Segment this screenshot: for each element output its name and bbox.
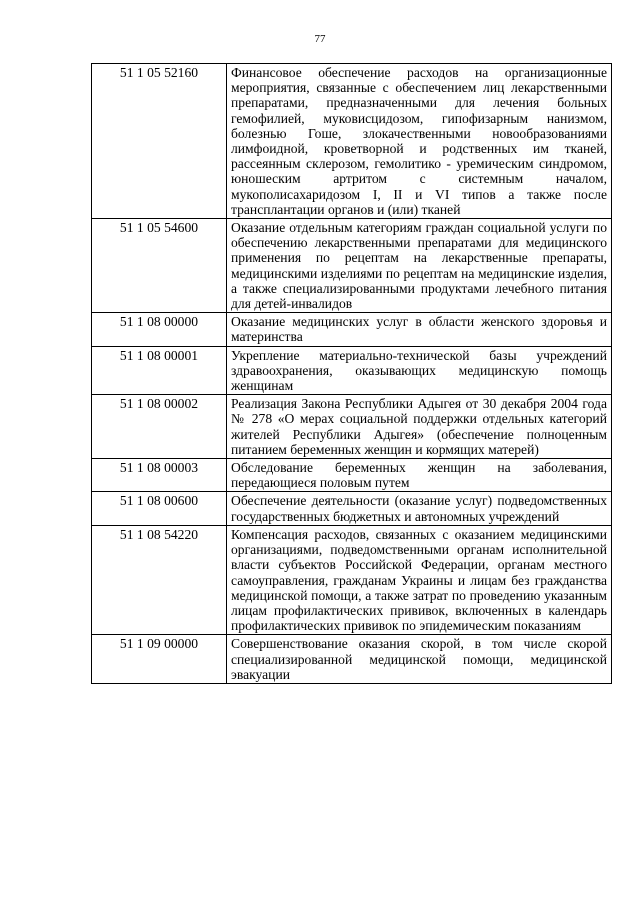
row-code: 51 1 08 54220	[92, 525, 227, 634]
row-description: Финансовое обеспечение расходов на организационные мероприятия, связанные с обеспечением лиц лекарственными препаратами, предназначенными для лечения больных гемофилией, муковисцидозом, гипофизарным нанизмом, болезнью Гоше, злокачественными новообразованиями лимфоидной, кроветворной и родственных им тканей, рассеянным склерозом, гемолитико - уремическим синдромом, юношеским артритом с системным началом, мукополисахаридозом I, II и VI типов а также после трансплантации органов и (или) тканей	[227, 64, 612, 219]
row-description: Компенсация расходов, связанных с оказанием медицинскими организациями, подведомственными органам исполнительной власти субъектов Российской Федерации, органам местного самоуправления, гражданам Украины и лицам без гражданства медицинской помощи, а также затрат по проведению указанным лицам профилактических прививок, включенных в календарь профилактических прививок по эпидемическим показаниям	[227, 525, 612, 634]
table-row	[92, 313, 612, 346]
row-description: Реализация Закона Республики Адыгея от 30 декабря 2004 года № 278 «О мерах социальной поддержки отдельных категорий жителей Республики Адыгея» (обеспечение полноценным питанием беременных женщин и кормящих матерей)	[227, 395, 612, 459]
row-description: Оказание медицинских услуг в области женского здоровья и материнства	[227, 313, 612, 346]
row-code: 51 1 09 00000	[92, 635, 227, 684]
row-code: 51 1 08 00003	[92, 459, 227, 492]
row-code: 51 1 08 00002	[92, 395, 227, 459]
row-description: Обеспечение деятельности (оказание услуг) подведомственных государственных бюджетных и автономных учреждений	[227, 492, 612, 525]
budget-classification-table	[91, 63, 612, 684]
row-description: Обследование беременных женщин на заболевания, передающиеся половым путем	[227, 459, 612, 492]
row-description: Совершенствование оказания скорой, в том числе скорой специализированной медицинской помощи, медицинской эвакуации	[227, 635, 612, 684]
row-description: Оказание отдельным категориям граждан социальной услуги по обеспечению лекарственными препаратами для медицинского применения по рецептам на лекарственные препараты, медицинскими изделиями по рецептам на медицинские изделия, а также специализированными продуктами лечебного питания для детей-инвалидов	[227, 219, 612, 313]
row-code: 51 1 05 54600	[92, 219, 227, 313]
table-row	[92, 492, 612, 525]
row-code: 51 1 05 52160	[92, 64, 227, 219]
row-code: 51 1 08 00001	[92, 346, 227, 395]
page-number: 77	[314, 33, 326, 45]
row-description: Укрепление материально-технической базы учреждений здравоохранения, оказывающих медицинскую помощь женщинам	[227, 346, 612, 395]
table-row	[92, 459, 612, 492]
table-row	[92, 219, 612, 313]
table-row	[92, 635, 612, 684]
row-code: 51 1 08 00600	[92, 492, 227, 525]
table-row	[92, 395, 612, 459]
table-row	[92, 525, 612, 634]
table-row	[92, 346, 612, 395]
table-row	[92, 64, 612, 219]
row-code: 51 1 08 00000	[92, 313, 227, 346]
